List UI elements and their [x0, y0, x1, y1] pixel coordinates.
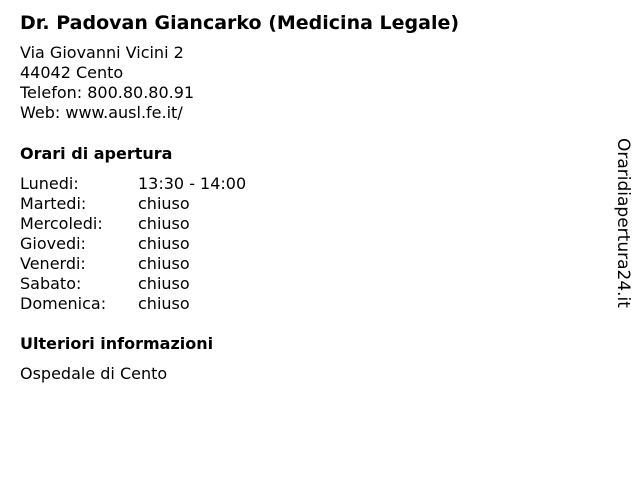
time-value: chiuso: [138, 234, 190, 253]
hours-row-venerdi: [20, 254, 246, 274]
time-value: chiuso: [138, 254, 190, 273]
web-line: Web: www.ausl.fe.it/: [20, 103, 183, 122]
time-value: chiuso: [138, 294, 190, 313]
time-value: chiuso: [138, 274, 190, 293]
hours-row-sabato: [20, 274, 246, 294]
day-label: Giovedi:: [20, 234, 86, 253]
phone-line: Telefon: 800.80.80.91: [20, 83, 195, 102]
address-block: [20, 43, 194, 123]
day-label: Martedi:: [20, 194, 87, 213]
hours-row-lunedi: [20, 174, 246, 194]
opening-hours-table: [20, 174, 246, 314]
hours-row-domenica: [20, 294, 246, 314]
additional-info-text: Ospedale di Cento: [20, 364, 168, 383]
city-line: 44042 Cento: [20, 63, 124, 82]
street-address: Via Giovanni Vicini 2: [20, 43, 184, 62]
day-label: Domenica:: [20, 294, 107, 313]
day-label: Venerdi:: [20, 254, 86, 273]
day-label: Sabato:: [20, 274, 82, 293]
additional-info-heading: Ulteriori informazioni: [20, 334, 214, 353]
hours-row-mercoledi: [20, 214, 246, 234]
day-label: Lunedi:: [20, 174, 79, 193]
hours-row-giovedi: [20, 234, 246, 254]
day-label: Mercoledi:: [20, 214, 103, 233]
hours-row-martedi: [20, 194, 246, 214]
time-value: chiuso: [138, 214, 190, 233]
opening-hours-heading: Orari di apertura: [20, 144, 173, 163]
time-value: 13:30 - 14:00: [138, 174, 247, 193]
page-title: Dr. Padovan Giancarko (Medicina Legale): [20, 12, 460, 34]
brand-watermark: Oraridiapertura24.it: [613, 138, 633, 308]
time-value: chiuso: [138, 194, 190, 213]
